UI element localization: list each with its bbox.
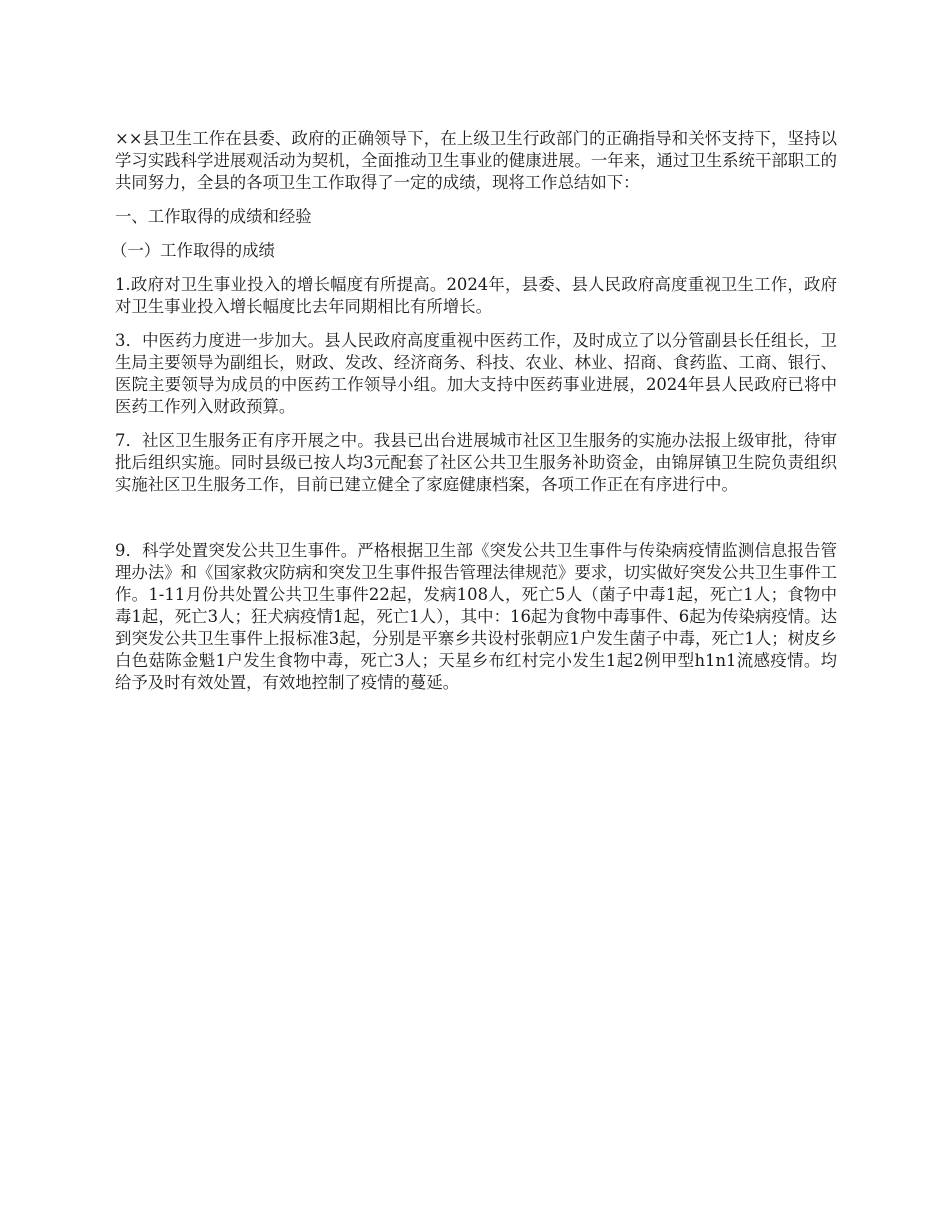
- intro-paragraph: ××县卫生工作在县委、政府的正确领导下，在上级卫生行政部门的正确指导和关怀支持下，坚持以学习实践科学进展观活动为契机，全面推动卫生事业的健康进展。一年来，通过卫生系统干部职工的共同努力，全县的各项卫生工作取得了一定的成绩，现将工作总结如下：: [115, 129, 837, 192]
- document-body: [111, 128, 837, 706]
- item-paragraph-3: 3．中医药力度进一步加大。县人民政府高度重视中医药工作，及时成立了以分管副县长任组长，卫生局主要领导为副组长，财政、发改、经济商务、科技、农业、林业、招商、食药监、工商、银行、医院主要领导为成员的中医药工作领导小组。加大支持中医药事业进展，2024年县人民政府已将中医药工作列入财政预算。: [115, 331, 837, 416]
- item-paragraph-9: 9．科学处置突发公共卫生事件。严格根据卫生部《突发公共卫生事件与传染病疫情监测信息报告管理办法》和《国家救灾防病和突发卫生事件报告管理法律规范》要求，切实做好突发公共卫生事件工作。1-11月份共处置公共卫生事件22起，发病108人，死亡5人（菌子中毒1起，死亡1人；食物中毒1起，死亡3人；狂犬病疫情1起，死亡1人），其中：16起为食物中毒事件、6起为传染病疫情。达到突发公共卫生事件上报标准3起，分别是平寨乡共设村张朝应1户发生菌子中毒，死亡1人；树皮乡白色菇陈金魁1户发生食物中毒，死亡3人；天星乡布红村完小发生1起2例甲型h1n1流感疫情。均给予及时有效处置，有效地控制了疫情的蔓延。: [115, 541, 837, 692]
- subsection-heading: （一）工作取得的成绩: [111, 241, 275, 260]
- paragraph-gap: [115, 508, 837, 540]
- item-paragraph-1: 1.政府对卫生事业投入的增长幅度有所提高。2024年，县委、县人民政府高度重视卫生工作，政府对卫生事业投入增长幅度比去年同期相比有所增长。: [115, 275, 837, 316]
- item-paragraph-7: 7．社区卫生服务正有序开展之中。我县已出台进展城市社区卫生服务的实施办法报上级审批，待审批后组织实施。同时县级已按人均3元配套了社区公共卫生服务补助资金，由锦屏镇卫生院负责组织实施社区卫生服务工作，目前已建立健全了家庭健康档案，各项工作正在有序进行中。: [115, 431, 837, 494]
- section-heading: 一、工作取得的成绩和经验: [115, 207, 312, 226]
